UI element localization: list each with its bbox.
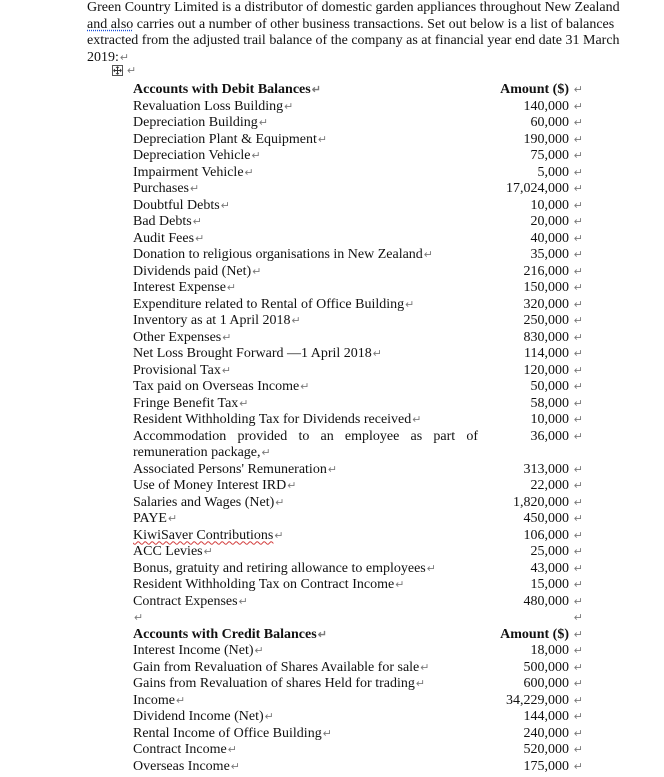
- debit-row: [133, 511, 583, 528]
- credit-row: [133, 742, 583, 759]
- debit-account-label: Fringe Benefit Tax↵: [133, 395, 249, 411]
- debit-account-label: Dividends paid (Net)↵: [133, 263, 262, 279]
- paragraph-mark: ↵: [119, 51, 130, 64]
- debit-row: [133, 379, 583, 396]
- debit-account-label: Purchases↵: [133, 181, 200, 196]
- debit-account-label: Depreciation Vehicle↵: [133, 148, 261, 163]
- credit-row: [133, 759, 583, 776]
- credit-account-label: Gains from Revaluation of shares Held for trading↵: [133, 676, 426, 691]
- debit-amount: 10,000: [530, 412, 569, 427]
- debit-amount: 250,000: [523, 313, 569, 328]
- debit-account-label: Revaluation Loss Building↵: [133, 98, 294, 114]
- cell-end-mark: ↵: [573, 166, 583, 179]
- debit-rows: [133, 99, 583, 611]
- intro-line-4: 2019:↵: [87, 49, 130, 65]
- intro-line-2: and also carries out a number of other business transactions. Set out below is a list of balances: [87, 16, 615, 32]
- debit-account-label: Inventory as at 1 April 2018↵: [133, 313, 301, 328]
- debit-amount: 120,000: [523, 362, 569, 378]
- cell-end-mark: ↵: [573, 397, 583, 410]
- cell-end-mark: ↵: [573, 84, 583, 96]
- cell-end-mark: ↵: [573, 694, 583, 707]
- debit-account-label: Associated Persons' Remuneration↵: [133, 461, 338, 477]
- debit-row: [133, 346, 583, 363]
- debit-row: [133, 577, 583, 594]
- debit-account-label: KiwiSaver Contributions↵: [133, 527, 284, 543]
- debit-row: [133, 495, 583, 512]
- cell-end-mark: ↵: [573, 645, 583, 657]
- debit-amount: 150,000: [523, 280, 569, 295]
- credit-amount: 144,000: [523, 709, 569, 724]
- paragraph-mark: ↵: [127, 65, 137, 77]
- intro-paragraph: [87, 0, 632, 66]
- debit-row: [133, 148, 583, 165]
- debit-account-label: Impairment Vehicle↵: [133, 164, 254, 180]
- debit-row: [133, 330, 583, 347]
- debit-row: [133, 363, 583, 380]
- cell-end-mark: ↵: [573, 414, 583, 426]
- cell-end-mark: ↵: [573, 381, 583, 393]
- debit-account-label: Net Loss Brought Forward —1 April 2018↵: [133, 346, 382, 361]
- debit-amount: 58,000: [530, 395, 569, 411]
- cell-end-mark: ↵: [573, 348, 583, 360]
- debit-amount: 15,000: [530, 577, 569, 592]
- debit-row: [133, 181, 583, 198]
- cell-end-mark: ↵: [573, 480, 583, 492]
- debit-amount: 10,000: [530, 197, 569, 213]
- cell-end-mark: ↵: [573, 249, 583, 261]
- debit-row: [133, 297, 583, 314]
- cell-end-mark: ↵: [573, 199, 583, 212]
- credit-rows: [133, 643, 583, 775]
- cell-end-mark: ↵: [573, 496, 583, 509]
- credit-row: [133, 726, 583, 743]
- debit-account-label: Provisional Tax↵: [133, 362, 232, 378]
- debit-row: [133, 99, 583, 116]
- cell-end-mark: ↵: [573, 546, 583, 558]
- cell-end-mark: ↵: [573, 430, 583, 443]
- debit-row: [133, 115, 583, 132]
- credit-heading: Accounts with Credit Balances↵: [133, 626, 327, 642]
- debit-row: [133, 412, 583, 429]
- debit-row: [133, 594, 583, 611]
- credit-row: [133, 676, 583, 693]
- debit-amount: 114,000: [524, 346, 569, 361]
- cell-end-mark: ↵: [573, 216, 583, 228]
- debit-amount: 830,000: [523, 329, 569, 345]
- credit-account-label: Interest Income (Net)↵: [133, 643, 264, 658]
- cell-end-mark: ↵: [573, 150, 583, 162]
- credit-amount: 520,000: [523, 742, 569, 757]
- debit-amount: 75,000: [530, 148, 569, 163]
- debit-account-label: Depreciation Building↵: [133, 115, 269, 130]
- debit-row: [133, 198, 583, 215]
- debit-account-label: Resident Withholding Tax on Contract Income↵: [133, 577, 405, 592]
- blank-row: [133, 610, 583, 627]
- cell-end-mark: ↵: [573, 628, 583, 641]
- debit-account-label: Bad Debts↵: [133, 214, 202, 229]
- debit-account-label: Expenditure related to Rental of Office Building↵: [133, 296, 415, 312]
- cell-end-mark: ↵: [573, 315, 583, 327]
- credit-row: [133, 660, 583, 677]
- debit-row: [133, 313, 583, 330]
- intro-phrase-and-also: and also: [87, 16, 134, 32]
- cell-end-mark: ↵: [573, 760, 583, 773]
- debit-amount: 313,000: [523, 461, 569, 477]
- debit-amount: 50,000: [530, 379, 569, 394]
- cell-end-mark: ↵: [573, 529, 583, 542]
- debit-account-label: Donation to religious organisations in New Zealand↵: [133, 247, 434, 262]
- debit-row: [133, 544, 583, 561]
- debit-amount: 450,000: [523, 511, 569, 526]
- credit-account-label: Gain from Revaluation of Shares Available for sale↵: [133, 659, 430, 675]
- debit-account-label: PAYE↵: [133, 511, 178, 526]
- intro-line-1: Green Country Limited is a distributor of domestic garden appliances throughout New Zealand: [87, 0, 620, 15]
- cell-end-mark: ↵: [573, 562, 583, 575]
- debit-amount: 480,000: [523, 593, 569, 609]
- cell-end-mark: ↵: [573, 678, 583, 690]
- cell-end-mark: ↵: [573, 711, 583, 723]
- cell-end-mark: ↵: [573, 727, 583, 740]
- cell-end-mark: ↵: [573, 661, 583, 674]
- debit-account-label: ACC Levies↵: [133, 544, 213, 559]
- credit-amount-heading: Amount ($): [500, 626, 569, 642]
- debit-row: [133, 132, 583, 149]
- credit-amount: 600,000: [523, 676, 569, 691]
- cell-end-mark: ↵: [573, 331, 583, 344]
- cell-end-mark: ↵: [573, 595, 583, 608]
- debit-amount: 35,000: [530, 247, 569, 262]
- debit-amount: 20,000: [530, 214, 569, 229]
- debit-amount: 106,000: [523, 527, 569, 543]
- cell-end-mark: ↵: [573, 513, 583, 525]
- credit-header-row: [133, 627, 583, 644]
- cell-end-mark: ↵: [573, 117, 583, 129]
- debit-amount: 216,000: [523, 263, 569, 279]
- debit-amount: 320,000: [523, 296, 569, 312]
- debit-account-label: Use of Money Interest IRD↵: [133, 478, 297, 493]
- debit-row: [133, 247, 583, 264]
- credit-account-label: Income↵: [133, 692, 186, 708]
- table-move-handle-icon[interactable]: [112, 65, 123, 76]
- credit-amount: 34,229,000: [506, 692, 569, 708]
- debit-amount: 43,000: [530, 560, 569, 576]
- debit-amount: 22,000: [530, 478, 569, 493]
- debit-amount-heading: Amount ($): [500, 82, 569, 97]
- cell-end-mark: ↵: [573, 298, 583, 311]
- debit-account-label: Audit Fees↵: [133, 230, 205, 246]
- intro-line-3: extracted from the adjusted trail balance of the company as at financial year end date 31 March: [87, 33, 620, 48]
- debit-account-label: Accommodation provided to an employee as part of remuneration package,↵: [133, 428, 478, 460]
- debit-row: [133, 280, 583, 297]
- debit-amount: 60,000: [530, 115, 569, 130]
- debit-amount: 25,000: [530, 544, 569, 559]
- credit-account-label: Rental Income of Office Building↵: [133, 725, 332, 741]
- cell-end-mark: ↵: [573, 612, 583, 624]
- debit-row: [133, 478, 583, 495]
- cell-end-mark: ↵: [573, 579, 583, 591]
- debit-amount: 140,000: [523, 98, 569, 114]
- cell-end-mark: ↵: [573, 364, 583, 377]
- debit-row: [133, 214, 583, 231]
- cell-end-mark: ↵: [573, 463, 583, 476]
- balances-table: [133, 82, 583, 775]
- debit-amount: 36,000: [530, 428, 569, 444]
- blank-cell: ↵: [134, 612, 144, 624]
- cell-end-mark: ↵: [573, 265, 583, 278]
- debit-amount: 17,024,000: [506, 181, 569, 196]
- credit-amount: 500,000: [523, 659, 569, 675]
- cell-end-mark: ↵: [573, 100, 583, 113]
- debit-account-label: Interest Expense↵: [133, 280, 237, 295]
- debit-row: [133, 396, 583, 413]
- credit-row: [133, 643, 583, 660]
- debit-account-label: Other Expenses↵: [133, 329, 232, 345]
- debit-account-label: Salaries and Wages (Net)↵: [133, 494, 285, 510]
- credit-account-label: Overseas Income↵: [133, 758, 241, 774]
- debit-row: [133, 429, 583, 462]
- debit-row: [133, 231, 583, 248]
- debit-amount: 190,000: [523, 131, 569, 147]
- debit-heading: Accounts with Debit Balances↵: [133, 82, 321, 97]
- debit-row: [133, 561, 583, 578]
- credit-row: [133, 709, 583, 726]
- debit-account-label: Doubtful Debts↵: [133, 197, 230, 213]
- credit-amount: 18,000: [530, 643, 569, 658]
- debit-row: [133, 165, 583, 182]
- cell-end-mark: ↵: [573, 282, 583, 294]
- debit-account-label: Bonus, gratuity and retiring allowance to employees↵: [133, 560, 436, 576]
- debit-amount: 1,820,000: [513, 494, 569, 510]
- cell-end-mark: ↵: [573, 133, 583, 146]
- debit-row: [133, 528, 583, 545]
- debit-account-label: Tax paid on Overseas Income↵: [133, 379, 310, 394]
- credit-amount: 240,000: [523, 725, 569, 741]
- debit-amount: 40,000: [530, 230, 569, 246]
- debit-row: [133, 264, 583, 281]
- debit-account-label: Depreciation Plant & Equipment↵: [133, 131, 328, 147]
- debit-account-label: Resident Withholding Tax for Dividends received↵: [133, 412, 422, 427]
- debit-amount: 5,000: [537, 164, 569, 180]
- cell-end-mark: ↵: [573, 744, 583, 756]
- cell-end-mark: ↵: [573, 232, 583, 245]
- credit-amount: 175,000: [523, 758, 569, 774]
- debit-header-row: [133, 82, 583, 99]
- cell-end-mark: ↵: [573, 183, 583, 195]
- credit-row: [133, 693, 583, 710]
- credit-account-label: Dividend Income (Net)↵: [133, 709, 274, 724]
- credit-account-label: Contract Income↵: [133, 742, 237, 757]
- debit-account-label: Contract Expenses↵: [133, 593, 248, 609]
- debit-row: [133, 462, 583, 479]
